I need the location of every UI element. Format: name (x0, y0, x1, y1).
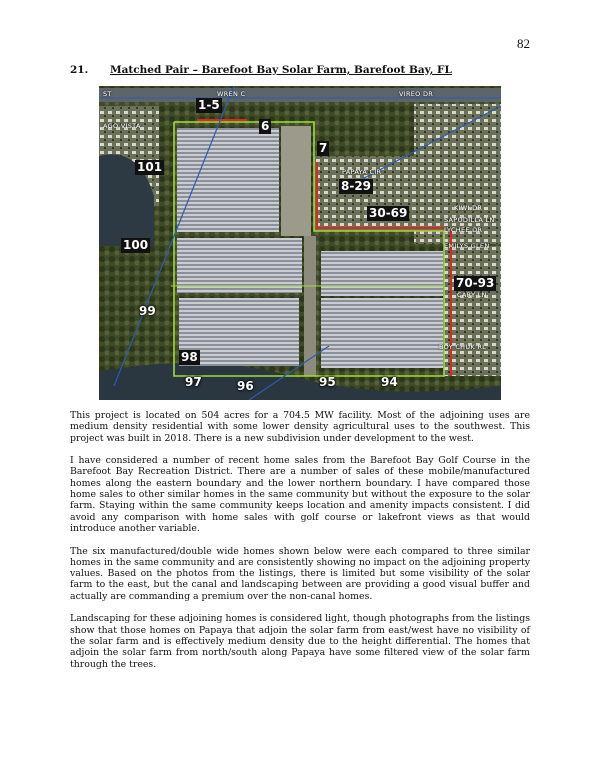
parcel-label-94: 94 (381, 375, 398, 389)
page-number: 82 (517, 36, 530, 51)
street-label-emilys-glen: EMILYS GLEN (444, 242, 490, 250)
parcel-label-99: 99 (139, 304, 156, 318)
street-label-papaya: PAPAYA CIR (342, 168, 382, 176)
street-label-boy-chuk: BOY CHUK RL (439, 343, 487, 351)
parcel-label-95: 95 (319, 375, 336, 389)
parcel-label-98: 98 (181, 350, 198, 364)
street-label-vireo: VIREO DR (399, 90, 434, 98)
parcel-label-7: 7 (319, 141, 328, 155)
body-text (70, 410, 530, 681)
street-label-lychee: LYCHEE DR (444, 226, 483, 234)
section-number: 21. (70, 64, 89, 76)
street-label-lago-vista: AGO VISTA (103, 122, 141, 130)
street-label-st: ST (103, 90, 112, 98)
section-title: Matched Pair – Barefoot Bay Solar Farm, Barefoot Bay, FL (110, 64, 452, 76)
parcel-label-8-29: 8-29 (341, 179, 372, 193)
section-heading (70, 64, 452, 76)
parcel-label-96: 96 (237, 379, 254, 393)
parcel-label-6: 6 (261, 119, 270, 133)
street-label-cary: CARY LN (457, 291, 487, 299)
parcel-label-101: 101 (137, 160, 163, 174)
street-label-wren: WREN C (217, 90, 246, 98)
parcel-label-30-69: 30-69 (369, 206, 408, 220)
parcel-label-100: 100 (123, 238, 149, 252)
paragraph: This project is located on 504 acres for a 704.5 MW facility. Most of the adjoining uses are medium density residential with some lower density agricultural uses to the southwest. This project was built in 2018. There is a new subdivision under development to the west. (70, 410, 530, 444)
aerial-map-image (99, 86, 501, 400)
street-label-sapodilla: SAPODILLA LN (444, 216, 495, 224)
street-label-kiwi: KIWI DR (454, 204, 483, 212)
paragraph: The six manufactured/double wide homes shown below were each compared to three similar homes in the same community and are consistently showing no impact on the adjoining property values. Based on the photos from the listings, there is limited but some visibility of the solar farm to the east, but the canal and landscaping between are providing a good visual buffer and actually are commanding a premium over the non-canal homes. (70, 545, 530, 602)
paragraph: I have considered a number of recent home sales from the Barefoot Bay Golf Course in the Barefoot Bay Recreation District. There are a number of sales of these mobile/manufactured homes along the eastern boundary and the lower northern boundary. I have compared those home sales to other similar homes in the same community but without the exposure to the solar farm. Staying within the same community keeps location and amenity impacts consistent. I did avoid any comparison with home sales with golf course or lakefront views as that would introduce another variable. (70, 455, 530, 534)
parcel-label-70-93: 70-93 (456, 276, 495, 290)
parcel-label-1-5: 1-5 (198, 98, 220, 112)
aerial-map (99, 86, 501, 400)
parcel-label-97: 97 (185, 375, 202, 389)
paragraph: Landscaping for these adjoining homes is considered light, though photographs from the listings show that those homes on Papaya that adjoin the solar farm from east/west have no visibility of the solar farm and is effectively medium density due to the height differential. The homes that adjoin the solar farm from north/south along Papaya have some filtered view of the solar farm through the trees. (70, 613, 530, 670)
